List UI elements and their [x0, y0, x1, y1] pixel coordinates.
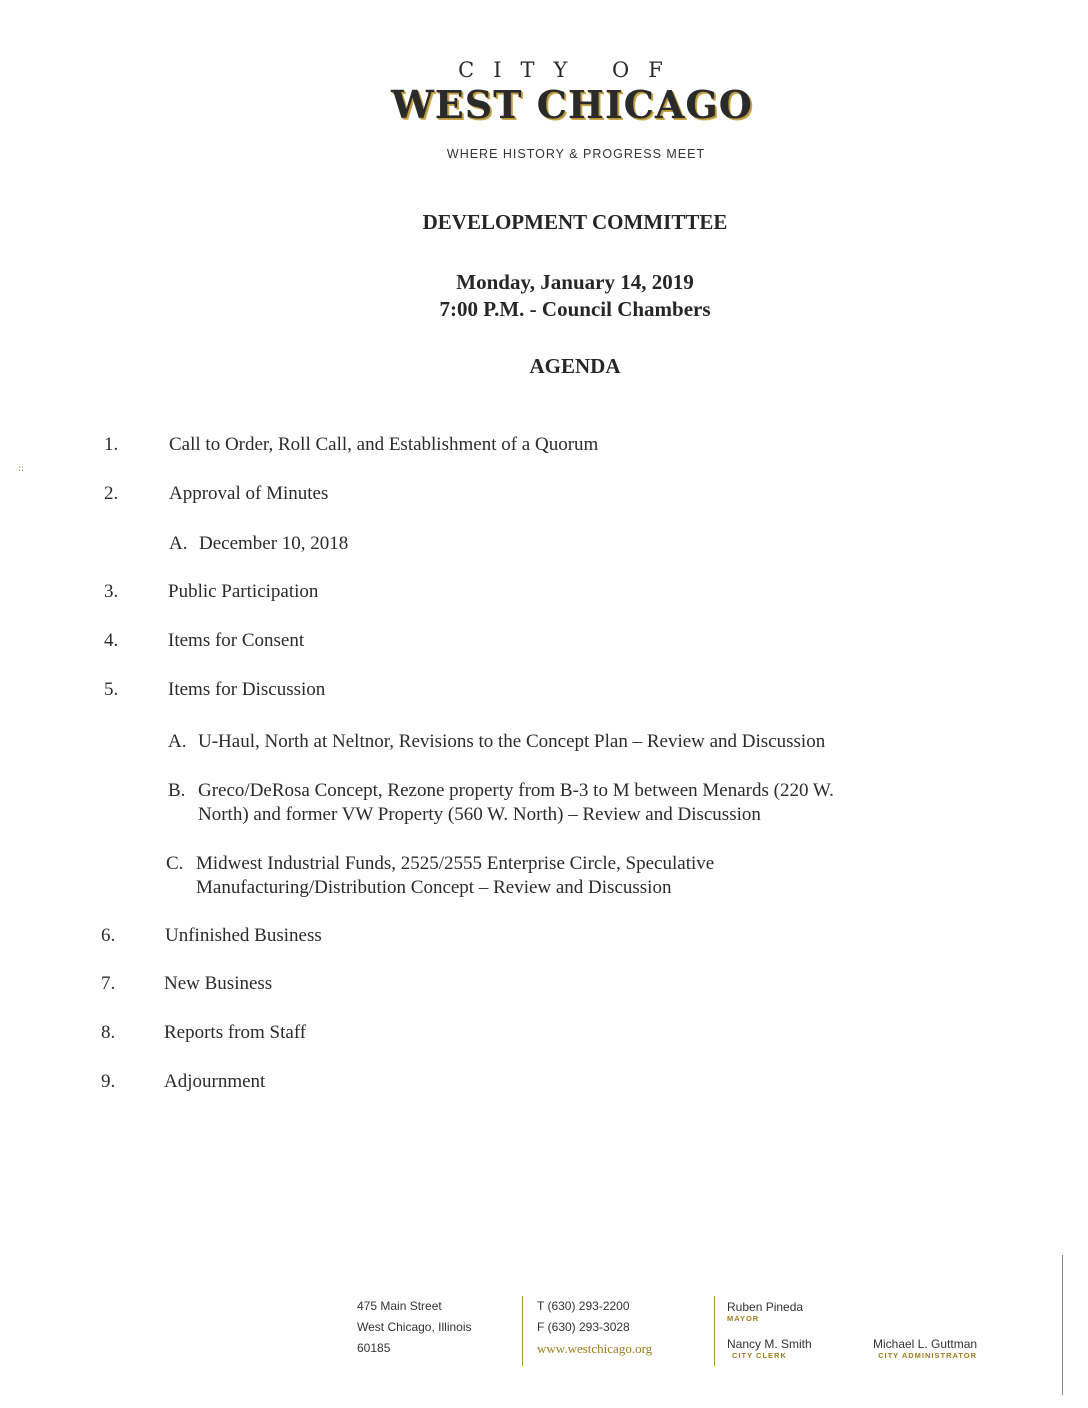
official-name: Ruben Pineda: [727, 1300, 804, 1314]
address-city: West Chicago, Illinois: [357, 1320, 472, 1334]
letterhead-city-of: CITY OF: [458, 58, 682, 82]
item-number: 8.: [101, 1022, 116, 1043]
item-number: 9.: [101, 1071, 116, 1092]
address-zip: 60185: [357, 1341, 391, 1355]
list-item: Public Participation: [168, 581, 319, 602]
list-item: Approval of Minutes: [169, 483, 329, 504]
list-item: Items for Consent: [168, 630, 305, 651]
footer-divider: [522, 1296, 523, 1366]
list-item: Reports from Staff: [164, 1022, 307, 1043]
sub-item-text: Midwest Industrial Funds, 2525/2555 Enterprise Circle, Speculative: [196, 853, 715, 874]
committee-title: DEVELOPMENT COMMITTEE: [422, 210, 728, 234]
letterhead-tagline: WHERE HISTORY & PROGRESS MEET: [446, 147, 706, 161]
footer-website[interactable]: www.westchicago.org: [537, 1341, 653, 1356]
item-number: 4.: [104, 630, 119, 651]
footer-official-clerk: [727, 1337, 812, 1360]
scan-speck: ::: [18, 464, 25, 474]
sub-item-text: Manufacturing/Distribution Concept – Review and Discussion: [196, 877, 672, 898]
footer-phone: T (630) 293-2200: [537, 1299, 630, 1313]
scan-edge-line: [1062, 1255, 1063, 1395]
agenda-title: AGENDA: [529, 354, 621, 378]
list-item: New Business: [164, 973, 273, 994]
footer-contact: [537, 1296, 652, 1359]
list-item: Call to Order, Roll Call, and Establishment of a Quorum: [169, 434, 599, 455]
sub-item-text: Greco/DeRosa Concept, Rezone property from B-3 to M between Menards (220 W.: [198, 780, 834, 801]
item-number: 3.: [104, 581, 119, 602]
official-title: MAYOR: [727, 1314, 760, 1323]
footer-divider: [714, 1296, 715, 1366]
item-number: 7.: [101, 973, 116, 994]
letterhead-city-name: WEST CHICAGO: [391, 82, 753, 127]
footer-address: [357, 1296, 472, 1359]
sub-item-letter: B.: [168, 780, 186, 801]
sub-item-text: December 10, 2018: [199, 533, 349, 554]
official-title: CITY ADMINISTRATOR: [878, 1351, 978, 1360]
address-street: 475 Main Street: [357, 1299, 442, 1313]
meeting-date: Monday, January 14, 2019: [456, 270, 694, 294]
sub-item-letter: C.: [166, 853, 184, 874]
item-number: 6.: [101, 925, 116, 946]
official-name: Nancy M. Smith: [727, 1337, 812, 1351]
official-title: CITY CLERK: [732, 1351, 787, 1360]
official-name: Michael L. Guttman: [873, 1337, 978, 1351]
list-item: Unfinished Business: [165, 925, 322, 946]
footer-fax: F (630) 293-3028: [537, 1320, 630, 1334]
item-number: 5.: [104, 679, 119, 700]
footer-official-administrator: [873, 1337, 977, 1360]
item-number: 2.: [104, 483, 119, 504]
list-item: Items for Discussion: [168, 679, 326, 700]
item-number: 1.: [104, 434, 119, 455]
sub-item-letter: A.: [168, 731, 187, 752]
sub-item-letter: A.: [169, 533, 188, 554]
sub-item-text: North) and former VW Property (560 W. North) – Review and Discussion: [198, 804, 761, 825]
footer-official-mayor: [727, 1300, 803, 1323]
list-item: Adjournment: [164, 1071, 266, 1092]
sub-item-text: U-Haul, North at Neltnor, Revisions to the Concept Plan – Review and Discussion: [198, 731, 826, 752]
meeting-time-place: 7:00 P.M. - Council Chambers: [439, 297, 711, 321]
